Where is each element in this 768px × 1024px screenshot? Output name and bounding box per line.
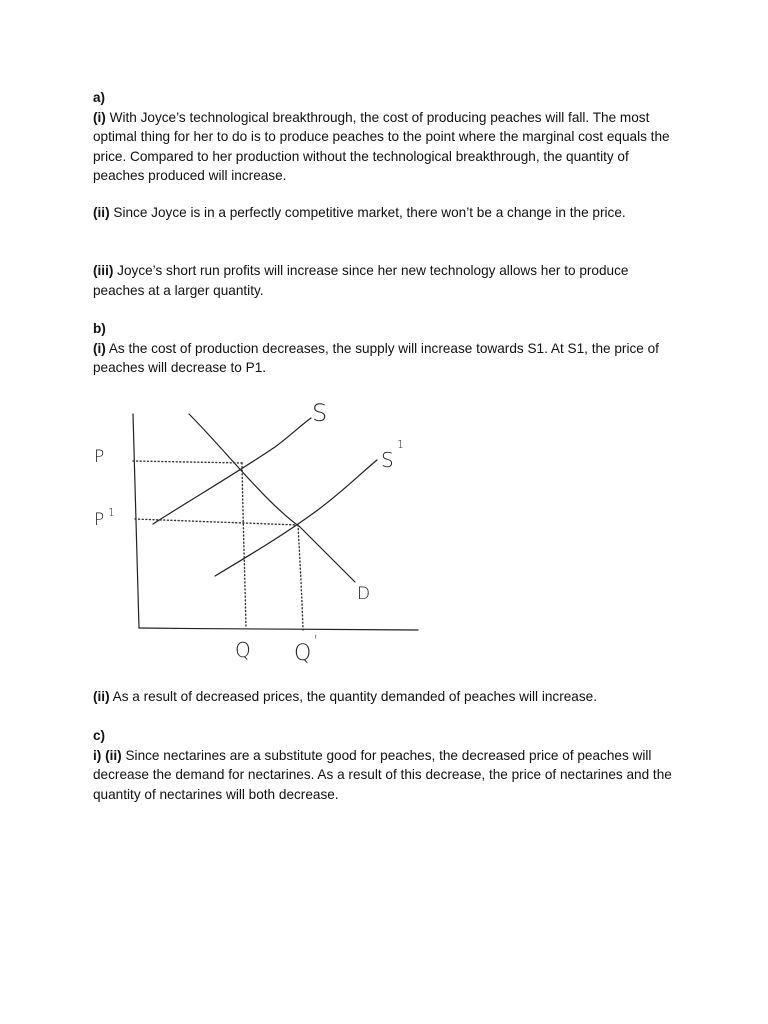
part-b-i-paragraph [93,339,683,378]
label-s1: S [381,448,394,472]
part-a-iii-paragraph [93,261,683,300]
part-a-i-paragraph [93,108,683,186]
part-c-text: Since nectarines are a substitute good for peaches, the decreased price of peaches will decrease the demand for nectarines. As a result of this decrease, the price of nectarines and the quantity of nectarines will both decrease. [93,747,672,802]
price-p-guide [133,461,242,463]
quantity-q-guide [242,463,246,628]
label-p: P [94,447,105,467]
part-b-ii-paragraph [93,687,683,707]
part-a-ii-text: Since Joyce is in a perfectly competitive market, there won’t be a change in the price. [109,205,626,220]
part-b-section [93,319,683,378]
part-b-i-tag: (i) [93,340,106,356]
supply-demand-sketch [85,392,430,672]
part-b-i-text: As the cost of production decreases, the supply will increase towards S1. At S1, the price of peaches will decrease to P1. [93,340,659,375]
part-c-section [93,726,683,804]
label-q1: Q [294,641,312,666]
part-a-ii-paragraph [93,203,683,223]
y-axis [133,414,139,628]
sketch-canvas [85,392,430,672]
label-s: S [312,399,328,427]
label-q: Q [235,638,251,662]
part-a-i-tag: (i) [93,109,106,125]
part-b-ii-section [93,687,683,707]
part-a-ii-section [93,203,683,223]
part-b-ii-text: As a result of decreased prices, the quantity demanded of peaches will increase. [109,689,597,704]
part-c-paragraph [93,746,683,805]
quantity-q1-guide [298,525,303,630]
part-b-heading: b) [93,321,106,336]
part-c-heading: c) [93,728,106,743]
label-d: D [357,584,371,604]
part-a-i-text: With Joyce’s technological breakthrough, the cost of producing peaches will fall. The most optimal thing for her to do is to produce peaches to the point where the marginal cost equals the price. Compared to her production without the technological breakthrough, the quantity of peaches produced will increase. [93,109,670,183]
part-a-iii-tag: (iii) [93,263,114,278]
label-p1: P [94,510,105,530]
part-b-ii-tag: (ii) [93,689,110,704]
part-a-iii-section [93,261,683,300]
part-c-tag: i) (ii) [93,747,122,763]
supply-curve-s1 [215,460,377,576]
part-a-heading: a) [93,90,106,105]
label-s1-mark: 1 [397,438,404,451]
supply-curve-s [153,418,311,524]
part-a-section [93,88,683,186]
part-a-ii-tag: (ii) [93,205,110,220]
part-a-iii-text: Joyce’s short run profits will increase since her new technology allows her to produce peaches at a larger quantity. [93,263,629,298]
demand-curve [189,414,355,582]
label-q1-mark: ' [314,634,318,649]
x-axis [139,628,418,630]
label-p1-mark: 1 [108,506,115,519]
